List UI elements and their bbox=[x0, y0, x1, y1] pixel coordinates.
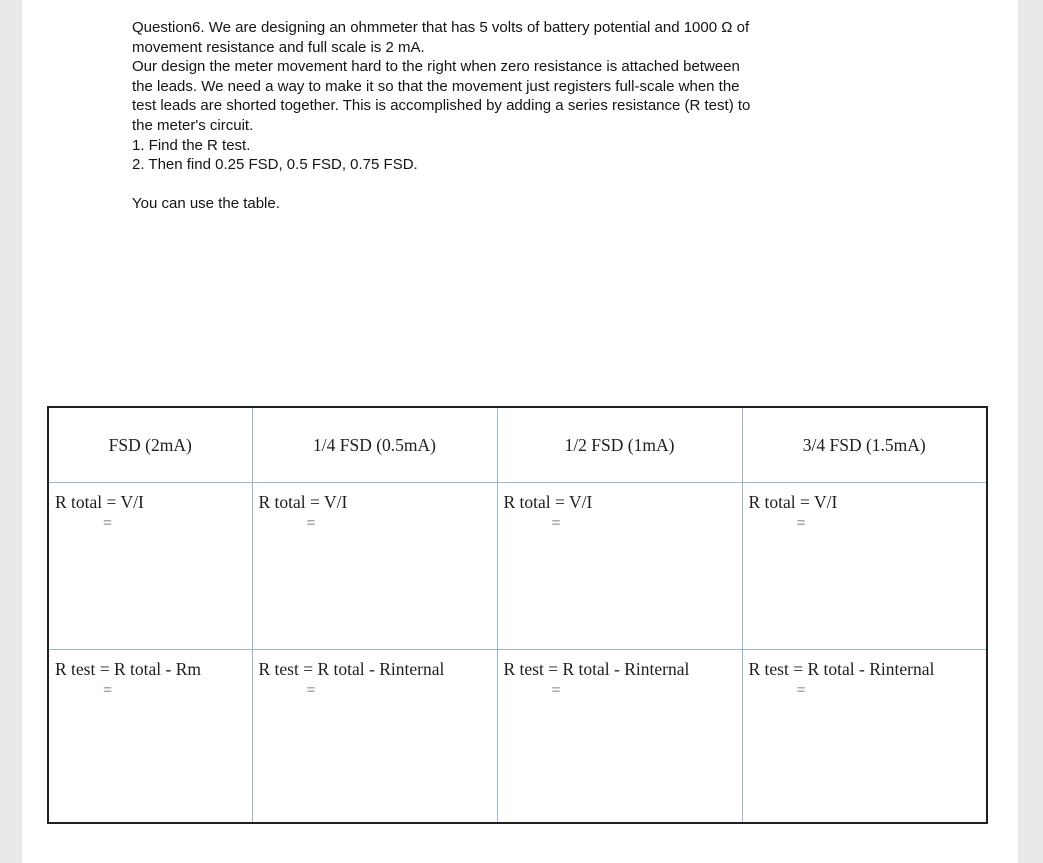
fsd-table bbox=[47, 406, 988, 824]
r-test-cell[interactable] bbox=[48, 650, 252, 824]
equals-sign: = bbox=[796, 682, 806, 699]
question-line: Question6. We are designing an ohmmeter that has 5 volts of battery potential and 1000 Ω of bbox=[132, 19, 750, 36]
equals-sign: = bbox=[306, 682, 316, 699]
header-fsd: FSD (2mA) bbox=[48, 407, 252, 483]
r-test-formula: R test = R total - Rinternal bbox=[503, 659, 690, 679]
r-test-formula: R test = R total - Rm bbox=[55, 659, 201, 679]
question-line: the meter's circuit. bbox=[132, 116, 254, 134]
r-test-formula: R test = R total - Rinternal bbox=[258, 659, 445, 679]
equals-sign: = bbox=[796, 515, 806, 532]
question-text bbox=[132, 18, 912, 213]
r-test-formula: R test = R total - Rinternal bbox=[748, 659, 935, 679]
header-half-fsd: 1/2 FSD (1mA) bbox=[497, 407, 742, 483]
r-total-formula: R total = V/I bbox=[748, 492, 838, 512]
equals-sign: = bbox=[551, 515, 561, 532]
equals-sign: = bbox=[306, 515, 316, 532]
header-three-quarter-fsd: 3/4 FSD (1.5mA) bbox=[742, 407, 987, 483]
question-line: test leads are shorted together. This is accomplished by adding a series resistance (R test) to bbox=[132, 97, 751, 115]
r-total-formula: R total = V/I bbox=[258, 492, 348, 512]
r-test-cell[interactable] bbox=[497, 650, 742, 824]
question-line: the leads. We need a way to make it so that the movement just registers full-scale when the bbox=[132, 77, 740, 95]
task-item-2: 2. Then find 0.25 FSD, 0.5 FSD, 0.75 FSD. bbox=[132, 156, 418, 174]
equals-sign: = bbox=[551, 682, 561, 699]
header-quarter-fsd: 1/4 FSD (0.5mA) bbox=[252, 407, 497, 483]
r-total-formula: R total = V/I bbox=[503, 492, 593, 512]
question-line: Our design the meter movement hard to the right when zero resistance is attached between bbox=[132, 58, 740, 76]
header-row bbox=[48, 407, 987, 483]
r-test-cell[interactable] bbox=[252, 650, 497, 824]
r-total-cell[interactable] bbox=[48, 483, 252, 650]
r-test-row bbox=[48, 650, 987, 824]
equals-sign: = bbox=[103, 682, 113, 699]
r-total-row bbox=[48, 483, 987, 650]
r-total-cell[interactable] bbox=[497, 483, 742, 650]
spacer bbox=[132, 175, 912, 194]
equals-sign: = bbox=[103, 515, 113, 532]
r-test-cell[interactable] bbox=[742, 650, 987, 824]
r-total-cell[interactable] bbox=[742, 483, 987, 650]
r-total-cell[interactable] bbox=[252, 483, 497, 650]
document-page bbox=[22, 0, 1018, 863]
question-line: movement resistance and full scale is 2 mA. bbox=[132, 38, 425, 56]
table-hint: You can use the table. bbox=[132, 194, 280, 212]
task-item-1: 1. Find the R test. bbox=[132, 136, 251, 154]
r-total-formula: R total = V/I bbox=[55, 492, 144, 512]
